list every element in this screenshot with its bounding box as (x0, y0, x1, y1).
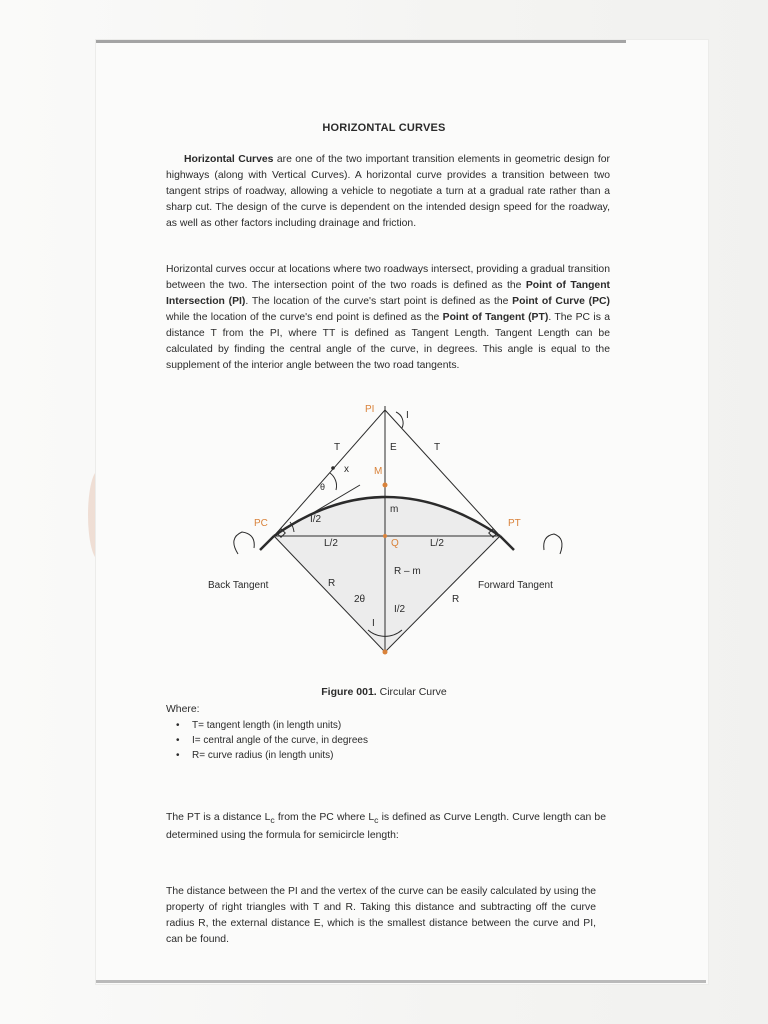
forward-road-stub (500, 536, 514, 550)
label-t-right: T (434, 442, 441, 453)
point-q (383, 534, 387, 538)
label-x: x (344, 464, 349, 475)
top-edge-line (96, 40, 626, 43)
back-tangent-arrow (234, 532, 254, 554)
variable-list (174, 718, 368, 763)
label-e: E (390, 442, 397, 453)
label-pc: PC (254, 518, 268, 529)
list-item: • R= curve radius (in length units) (174, 748, 368, 763)
label-r-left: R (328, 578, 336, 589)
label-back-tangent: Back Tangent (208, 580, 269, 591)
point-x (331, 466, 335, 470)
caption-bold: Figure 001. (321, 686, 377, 698)
def-text-b: . The location of the curve's start point is defined as the (245, 296, 513, 307)
curve-length-paragraph (166, 810, 606, 844)
label-t-left: T (334, 442, 341, 453)
label-i2-center: I/2 (394, 604, 406, 615)
caption-rest: Circular Curve (376, 686, 447, 698)
def-text-a: Horizontal curves occur at locations where two roadways intersect, providing a gradual transition between the two. The intersection point of the two roads is defined as the (166, 264, 610, 291)
label-forward-tangent: Forward Tangent (478, 580, 553, 591)
term-pi: Point of Tangent Intersection (PI) (166, 280, 611, 307)
label-two-theta: 2θ (354, 594, 366, 605)
label-pi: PI (365, 404, 375, 415)
label-l2-right: L/2 (430, 538, 444, 549)
bottom-edge-line (96, 980, 706, 983)
list-item: • I= central angle of the curve, in degrees (174, 733, 368, 748)
label-i-center: I (372, 618, 375, 629)
label-pt: PT (508, 518, 521, 529)
page-title: HORIZONTAL CURVES (322, 122, 446, 134)
def-text-d: . The PC is a distance T from the PI, where TT is defined as Tangent Length. Tangent Length can be calculated by finding the central angle of the curve, in degrees. This angle is equal to the supplement of the interior angle between the two road tangents. (166, 312, 611, 371)
label-q: Q (391, 538, 399, 549)
lc-text-b: from the PC where L (274, 812, 375, 823)
term-horizontal-curves: Horizontal Curves (184, 154, 274, 165)
angle-arc-theta (330, 473, 337, 490)
lc-text-a: The PT is a distance L (166, 812, 271, 823)
def-text-c: while the location of the curve's end point is defined as the (166, 312, 443, 323)
list-item: • T= tangent length (in length units) (174, 718, 368, 733)
label-l2-left: L/2 (324, 538, 338, 549)
curve-sector-fill (274, 497, 500, 652)
label-i2-left: I/2 (310, 514, 322, 525)
label-theta: θ (320, 482, 326, 492)
label-m-point: M (374, 466, 383, 477)
point-m (383, 483, 388, 488)
label-m: m (390, 504, 399, 515)
label-r-minus-m: R – m (394, 566, 421, 577)
where-label: Where: (166, 704, 200, 715)
figure-caption (0, 686, 768, 698)
term-pt: Point of Tangent (PT) (442, 312, 549, 323)
forward-tangent-arrow (544, 534, 562, 554)
circular-curve-figure (190, 398, 590, 668)
lc-subscript-2: c (374, 815, 379, 826)
external-distance-paragraph: The distance between the PI and the vertex of the curve can be easily calculated by using the property of right triangles with T and R. Taking this distance and subtracting off the curve radius R, the external distance E, which is the smallest distance between the curve and PI, can be found. (166, 886, 596, 945)
lc-text-c: is defined as Curve Length. Curve length can be determined using the formula for semicircle length: (166, 812, 606, 842)
point-center (383, 650, 388, 655)
label-i-top: I (406, 410, 409, 421)
label-r-right: R (452, 594, 460, 605)
intro-paragraph (166, 152, 610, 232)
lc-subscript: c (270, 815, 275, 826)
intro-text: are one of the two important transition elements in geometric design for highways (along with Vertical Curves). A horizontal curve provides a transition between two tangent strips of roadway, allowing a vehicle to negotiate a turn at a gradual rate rather than a sharp cut. The design of the curve is dependent on the intended design speed for the roadway, as well as other factors including drainage and friction. (166, 154, 610, 229)
definition-paragraph (166, 262, 610, 374)
term-pc: Point of Curve (PC) (512, 296, 610, 307)
back-road-stub (260, 536, 274, 550)
